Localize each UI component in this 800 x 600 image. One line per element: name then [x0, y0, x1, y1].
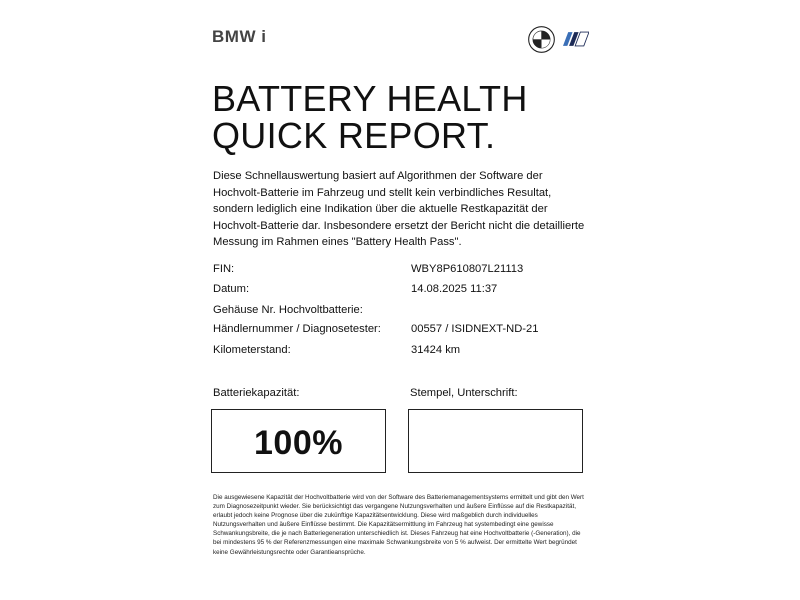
intro-paragraph: Diese Schnellauswertung basiert auf Algorithmen der Software der Hochvolt-Batterie im Fahrzeug und stellt kein verbindliches Resultat, sondern lediglich eine Indikation über die aktuelle Restkapazität der Hochvolt-Batterie dar. Insbesondere ersetzt der Bericht nicht die detaillierte Messung im Rahmen eines "Battery Health Pass". — [213, 170, 585, 249]
detail-label-dealer: Händlernummer / Diagnosetester: — [213, 323, 381, 335]
detail-value-dealer: 00557 / ISIDNEXT-ND-21 — [411, 323, 539, 335]
bmw-i-stripes-logo — [563, 31, 589, 47]
detail-value-fin: WBY8P610807L21113 — [411, 263, 524, 275]
stamp-label: Stempel, Unterschrift: — [410, 387, 518, 399]
detail-value-mileage: 31424 km — [411, 344, 461, 356]
report-title-line-1: BATTERY HEALTH — [212, 78, 528, 119]
report-title — [212, 80, 528, 154]
stamp-signature-box — [408, 409, 583, 473]
capacity-value: 100% — [254, 424, 343, 462]
detail-value-date: 14.08.2025 11:37 — [411, 283, 498, 295]
detail-label-fin: FIN: — [213, 263, 235, 275]
capacity-label: Batteriekapazität: — [213, 387, 300, 399]
detail-label-battery-housing: Gehäuse Nr. Hochvoltbatterie: — [213, 304, 363, 316]
detail-label-date: Datum: — [213, 283, 250, 295]
detail-label-mileage: Kilometerstand: — [213, 344, 291, 356]
capacity-box — [211, 409, 386, 473]
footnote-disclaimer: Die ausgewiesene Kapazität der Hochvoltbatterie wird von der Software des Batteriemanagementsystems ermittelt und gibt den Wert zum Diagnosezeitpunkt wieder. Sie berücksichtigt das vergangene Nutzungsverhalten und äußere Einflüsse auf die Restkapazität, erlaubt jedoch keine Prognose über die zukünftige Kapazitätsentwicklung. Diese wird maßgeblich durch individuelles Nutzungsverhalten und äußere Einflüsse bestimmt. Die Kapazitätsermittlung im Fahrzeug hat systembedingt eine gewisse Schwankungsbreite, die je nach Batteriegeneration unterschiedlich ist. Dieses Fahrzeug hat eine Hochvoltbatterie (-Generation), die bei mindestens 95 % der Referenzmessungen eine maximale Schwankungsbreite von 5 % aufweist. Der ermittelte Wert begründet keine Gewährleistungsrechte oder Garantieansprüche. — [213, 494, 584, 556]
brand-text: BMW i — [212, 27, 267, 46]
bmw-roundel-logo — [528, 26, 555, 53]
report-title-line-2: QUICK REPORT. — [212, 115, 496, 156]
